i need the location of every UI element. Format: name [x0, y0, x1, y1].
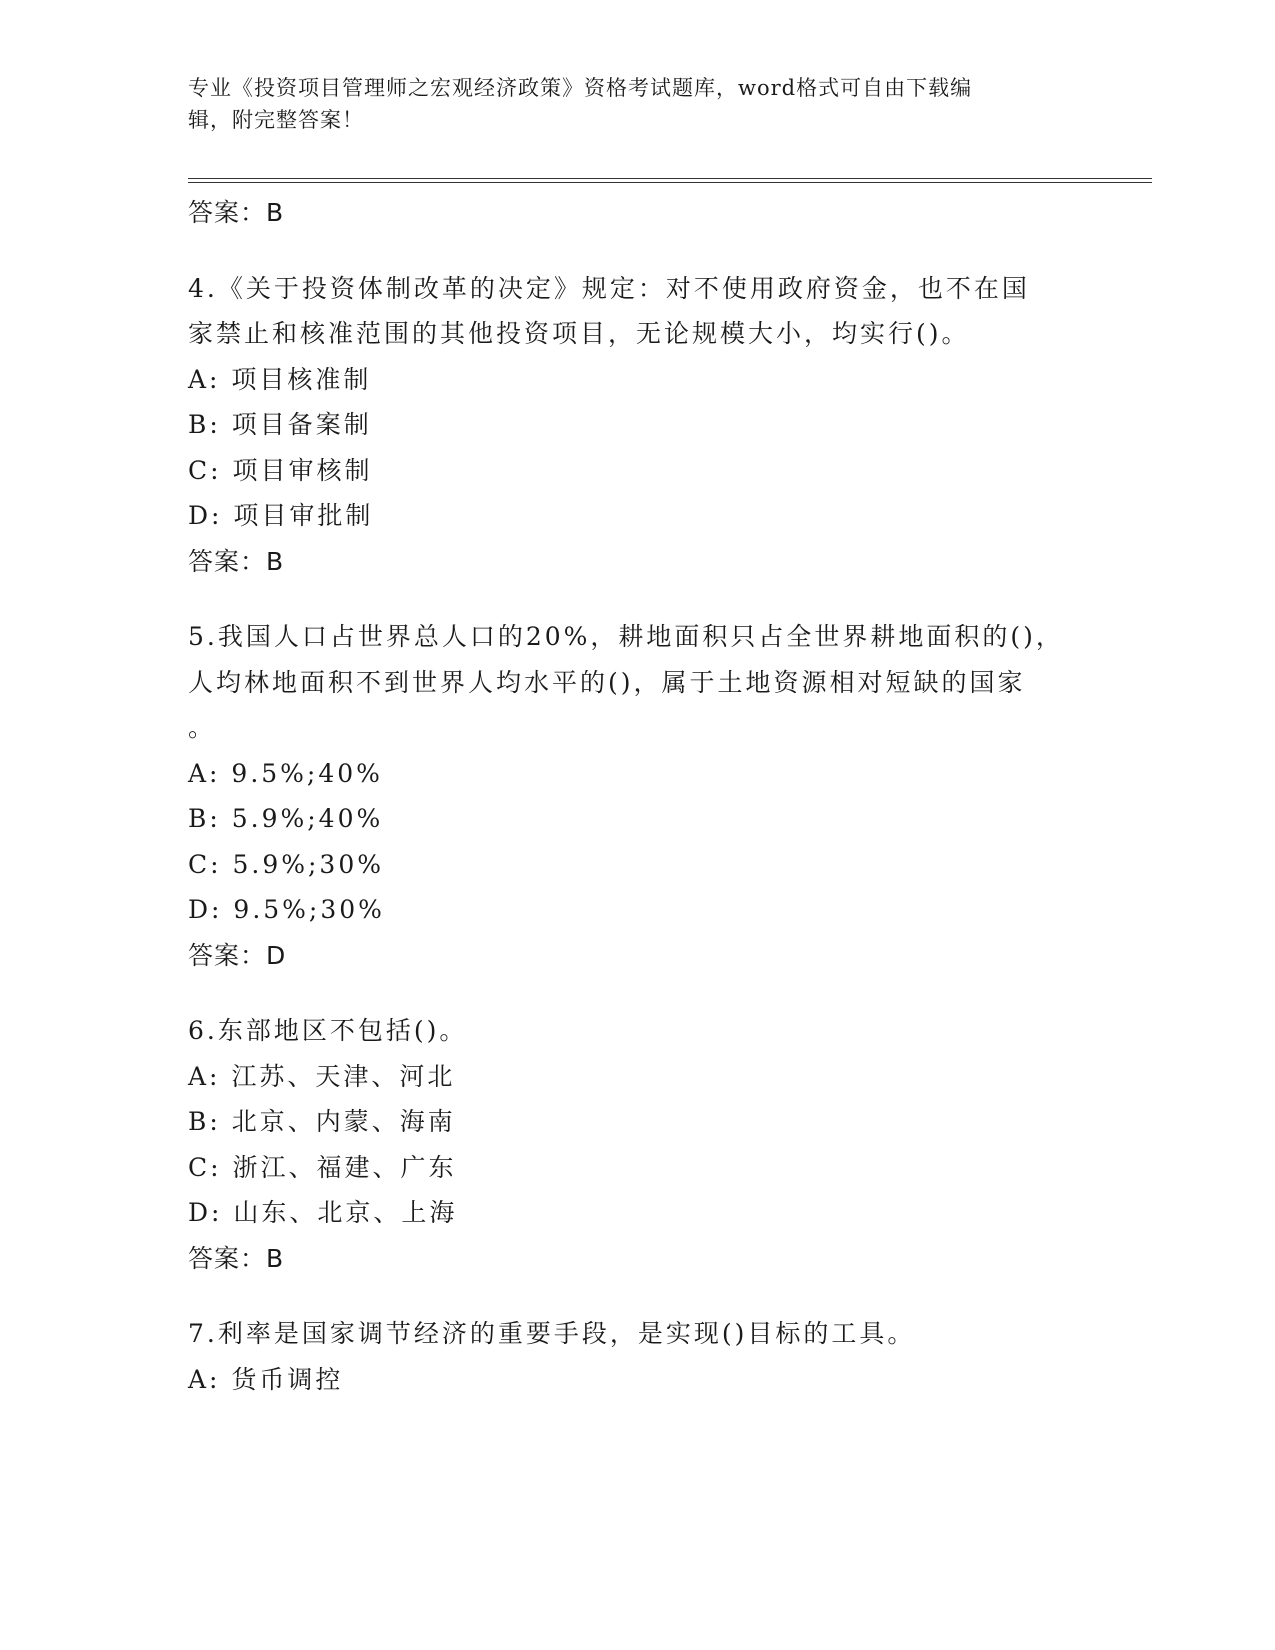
spacer — [188, 978, 1068, 1008]
question-7-stem-line-1: 7.利率是国家调节经济的重要手段，是实现()目标的工具。 — [188, 1319, 916, 1348]
question-6-answer: 答案：B — [188, 1243, 285, 1273]
question-4-answer: 答案：B — [188, 546, 285, 576]
spacer — [188, 236, 1068, 266]
question-5-option-b: B: 5.9%;40% — [188, 804, 384, 833]
question-list — [188, 190, 1068, 1402]
question-4-stem-line-2: 家禁止和核准范围的其他投资项目，无论规模大小，均实行()。 — [188, 319, 970, 348]
question-5-stem-line-1: 5.我国人口占世界总人口的20%，耕地面积只占全世界耕地面积的()， — [188, 622, 1064, 651]
question-5-stem-line-2: 人均林地面积不到世界人均水平的()，属于土地资源相对短缺的国家 — [188, 667, 1026, 697]
question-4 — [188, 266, 1068, 585]
question-6-option-b: B: 北京、内蒙、海南 — [188, 1107, 456, 1136]
question-5-stem-line-3: 。 — [188, 713, 217, 742]
question-4-option-a: A: 项目核准制 — [188, 364, 372, 394]
question-5-option-c: C: 5.9%;30% — [188, 849, 385, 879]
header-line-2: 辑，附完整答案！ — [188, 108, 364, 132]
spacer — [188, 584, 1068, 614]
question-5-option-d: D: 9.5%;30% — [188, 895, 385, 924]
question-4-option-d: D: 项目审批制 — [188, 501, 374, 530]
header-line-1: 专业《投资项目管理师之宏观经济政策》资格考试题库，word格式可自由下载编 — [188, 76, 973, 100]
question-5-option-a: A: 9.5%;40% — [188, 758, 383, 788]
document-header — [188, 72, 1068, 136]
question-5-answer: 答案：D — [188, 940, 287, 970]
spacer — [188, 1281, 1068, 1311]
question-4-option-b: B: 项目备案制 — [188, 410, 372, 439]
answer-3: 答案：B — [188, 198, 285, 227]
header-divider-thick — [188, 178, 1152, 179]
question-4-option-c: C: 项目审核制 — [188, 455, 373, 485]
question-6-option-d: D: 山东、北京、上海 — [188, 1198, 458, 1227]
question-5 — [188, 614, 1068, 978]
header-divider-thin — [188, 182, 1152, 183]
question-7 — [188, 1311, 1068, 1402]
question-6-stem-line-1: 6.东部地区不包括()。 — [188, 1016, 468, 1045]
question-6-option-a: A: 江苏、天津、河北 — [188, 1061, 456, 1091]
question-6 — [188, 1008, 1068, 1281]
question-4-stem-line-1: 4.《关于投资体制改革的决定》规定：对不使用政府资金，也不在国 — [188, 273, 1030, 303]
question-6-option-c: C: 浙江、福建、广东 — [188, 1152, 457, 1182]
question-7-option-a: A: 货币调控 — [188, 1364, 344, 1394]
